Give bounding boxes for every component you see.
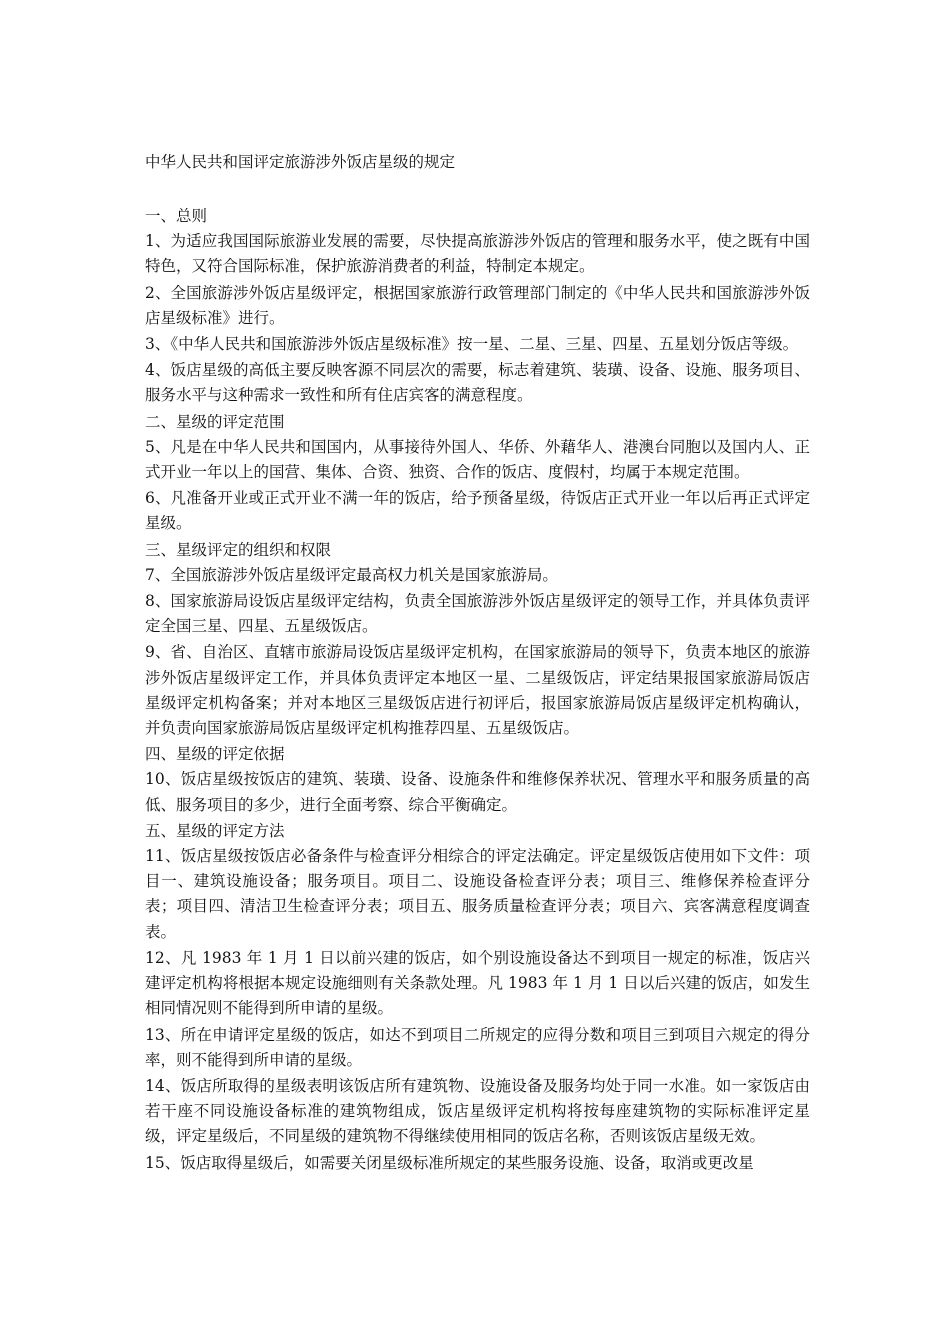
paragraph: 13、所在申请评定星级的饭店，如达不到项目二所规定的应得分数和项目三到项目六规定的得分率，则不能得到所申请的星级。 [145,1025,810,1069]
paragraph: 1、为适应我国国际旅游业发展的需要，尽快提高旅游涉外饭店的管理和服务水平，使之既有中国特色，又符合国际标准，保护旅游消费者的利益，特制定本规定。 [145,232,810,276]
title-spacer [145,175,810,204]
section-heading: 二、星级的评定范围 [145,412,285,431]
section-organization [145,538,810,742]
paragraph: 6、凡准备开业或正式开业不满一年的饭店，给予预备星级，待饭店正式开业一年以后再正式评定星级。 [145,489,810,533]
paragraph: 11、饭店星级按饭店必备条件与检查评分相综合的评定法确定。评定星级饭店使用如下文件：项目一、建筑设施设备；服务项目。项目二、设施设备检查评分表；项目三、维修保养检查评分表；项目四、清洁卫生检查评分表；项目五、服务质量检查评分表；项目六、宾客满意程度调查表。 [145,847,810,941]
paragraph: 2、全国旅游涉外饭店星级评定，根据国家旅游行政管理部门制定的《中华人民共和国旅游涉外饭店星级标准》进行。 [145,283,810,327]
paragraph: 3、《中华人民共和国旅游涉外饭店星级标准》按一星、二星、三星、四星、五星划分饭店等级。 [145,335,799,354]
paragraph: 5、凡是在中华人民共和国国内，从事接待外国人、华侨、外藉华人、港澳台同胞以及国内人、正式开业一年以上的国营、集体、合资、独资、合作的饭店、度假村，均属于本规定范围。 [145,437,810,482]
section-heading: 五、星级的评定方法 [145,821,285,840]
document-body [145,150,810,1177]
section-general [145,204,810,409]
paragraph: 9、省、自治区、直辖市旅游局设饭店星级评定机构，在国家旅游局的领导下，负责本地区的旅游涉外饭店星级评定工作，并具体负责评定本地区一星、二星级饭店，评定结果报国家旅游局饭店星级评定机构备案；并对本地区三星级饭店进行初评后，报国家旅游局饭店星级评定机构确认，并负责向国家旅游局饭店星级评定机构推荐四星、五星级饭店。 [145,643,810,738]
paragraph: 10、饭店星级按饭店的建筑、装璜、设备、设施条件和维修保养状况、管理水平和服务质量的高低、服务项目的多少，进行全面考察、综合平衡确定。 [145,770,810,814]
section-heading: 一、总则 [145,207,208,225]
paragraph: 7、全国旅游涉外饭店星级评定最高权力机关是国家旅游局。 [145,565,558,584]
document-title: 中华人民共和国评定旅游涉外饭店星级的规定 [145,153,456,171]
paragraph: 14、饭店所取得的星级表明该饭店所有建筑物、设施设备及服务均处于同一水准。如一家饭店由若干座不同设施设备标准的建筑物组成，饭店星级评定机构将按每座建筑物的实际标准评定星级，评定星级后，不同星级的建筑物不得继续使用相同的饭店名称，否则该饭店星级无效。 [145,1076,810,1146]
section-scope [145,410,810,537]
paragraph: 8、国家旅游局设饭店星级评定结构，负责全国旅游涉外饭店星级评定的领导工作，并具体负责评定全国三星、四星、五星级饭店。 [145,592,810,636]
section-basis [145,742,810,818]
paragraph: 15、饭店取得星级后，如需要关闭星级标准所规定的某些服务设施、设备，取消或更改星 [145,1153,754,1172]
section-heading: 三、星级评定的组织和权限 [145,540,332,559]
paragraph: 12、凡 1983 年 1 月 1 日以前兴建的饭店，如个别设施设备达不到项目一规定的标准，饭店兴建评定机构将根据本规定设施细则有关条款处理。凡 1983 年 1 月 1 日以后兴建的饭店，如发生相同情况则不能得到所申请的星级。 [145,948,810,1018]
paragraph: 4、饭店星级的高低主要反映客源不同层次的需要，标志着建筑、装璜、设备、设施、服务项目、服务水平与这种需求一致性和所有住店宾客的满意程度。 [145,361,810,405]
section-method [145,819,810,1176]
section-heading: 四、星级的评定依据 [145,745,285,764]
